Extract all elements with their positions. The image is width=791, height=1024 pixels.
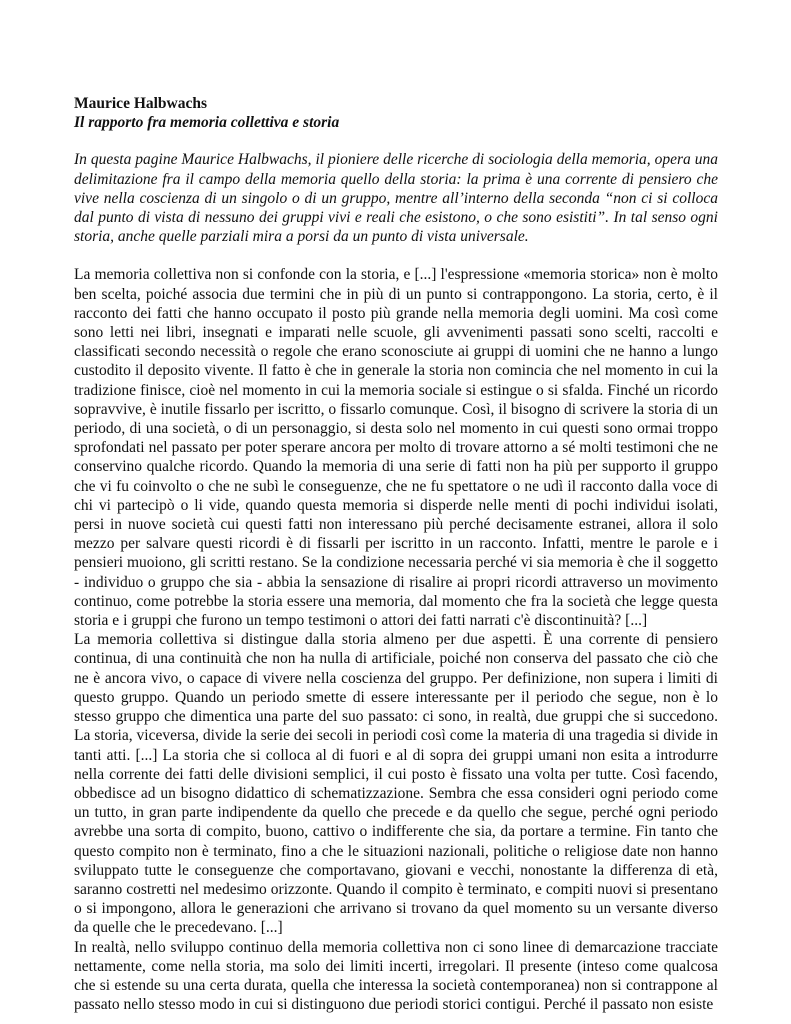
document-page — [74, 94, 718, 1014]
document-title: Il rapporto fra memoria collettiva e storia — [74, 114, 340, 132]
body-paragraph: La memoria collettiva si distingue dalla storia almeno per due aspetti. È una corrente di pensiero continua, di una continuità che non ha nulla di artificiale, poiché non conserva del passato che ciò che ne è ancora vivo, o capace di vivere nella coscienza del gruppo. Per definizione, non supera i limiti di questo gruppo. Quando un periodo smette di essere interessante per il periodo che segue, non è lo stesso gruppo che dimentica una parte del suo passato: ci sono, in realtà, due gruppi che si succedono. La storia, viceversa, divide la serie dei secoli in periodi così come la materia di una tragedia si divide in tanti atti. [...] La storia che si colloca al di fuori e al di sopra dei gruppi umani non esita a introdurre nella corrente dei fatti delle divisioni semplici, il cui posto è fissato una volta per tutte. Così facendo, obbedisce ad un bisogno didattico di schematizzazione. Sembra che essa consideri ogni periodo come un tutto, in gran parte indipendente da quello che precede e da quello che segue, perché ogni periodo avrebbe una sorta di compito, buono, cattivo o indifferente che sia, da portare a termine. Fin tanto che questo compito non è terminato, fino a che le situazioni nazionali, politiche o religiose date non hanno sviluppato tutte le conseguenze che comportavano, giovani e vecchi, nonostante la differenza di età, saranno costretti nel medesimo orizzonte. Quando il compito è terminato, e compiti nuovi si presentano o si impongono, allora le generazioni che arrivano si trovano da quel momento su un versante diverso da quelle che le precedevano. [...] — [74, 631, 718, 937]
abstract-paragraph: In questa pagine Maurice Halbwachs, il pioniere delle ricerche di sociologia della memoria, opera una delimitazione fra il campo della memoria quello della storia: la prima è una corrente di pensiero che vive nella coscienza di un singolo o di un gruppo, mentre all’interno della seconda “non ci si colloca dal punto di vista di nessuno dei gruppi vivi e reali che esistono, o che sono esistiti”. In tal senso ogni storia, anche quelle parziali mira a porsi da un punto di vista universale. — [74, 151, 718, 246]
body-paragraph: La memoria collettiva non si confonde con la storia, e [...] l'espressione «memoria storica» non è molto ben scelta, poiché associa due termini che in più di un punto si contrappongono. La storia, certo, è il racconto dei fatti che hanno occupato il posto più grande nella memoria degli uomini. Ma così come sono letti nei libri, insegnati e imparati nelle scuole, gli avvenimenti passati sono scelti, raccolti e classificati secondo necessità o regole che erano sconosciute ai gruppi di uomini che ne hanno a lungo custodito il deposito vivente. Il fatto è che in generale la storia non comincia che nel momento in cui la tradizione finisce, cioè nel momento in cui la memoria sociale si estingue o si sfalda. Finché un ricordo sopravvive, è inutile fissarlo per iscritto, o fissarlo comunque. Così, il bisogno di scrivere la storia di un periodo, di una società, o di un personaggio, si desta solo nel momento in cui questi sono ormai troppo sprofondati nel passato per poter sperare ancora per molto di trovare attorno a sé molti testimoni che ne conservino qualche ricordo. Quando la memoria di una serie di fatti non ha più per supporto il gruppo che vi fu coinvolto o che ne subì le conseguenze, che ne fu spettatore o ne udì il racconto dalla voce di chi vi partecipò o li vide, quando questa memoria si disperde nelle menti di pochi individui isolati, persi in nuove società cui questi fatti non interessano più perché decisamente estranei, allora il solo mezzo per salvare questi ricordi è di fissarli per iscritto in un racconto. Infatti, mentre le parole e i pensieri muoiono, gli scritti restano. Se la condizione necessaria perché vi sia memoria è che il soggetto - individuo o gruppo che sia - abbia la sensazione di risalire ai propri ricordi attraverso un movimento continuo, come potrebbe la storia essere una memoria, dal momento che fra la società che legge questa storia e i gruppi che furono un tempo testimoni o attori dei fatti narrati c'è discontinuità? [...] — [74, 266, 718, 630]
author-name: Maurice Halbwachs — [74, 95, 208, 112]
body-paragraph: In realtà, nello sviluppo continuo della memoria collettiva non ci sono linee di demarcazione tracciate nettamente, come nella storia, ma solo dei limiti incerti, irregolari. Il presente (inteso come qualcosa che si estende su una certa durata, quella che interessa la società contemporanea) non si contrappone al passato nello stesso modo in cui si distinguono due periodi storici contigui. Perché il passato non esiste — [74, 938, 718, 1014]
